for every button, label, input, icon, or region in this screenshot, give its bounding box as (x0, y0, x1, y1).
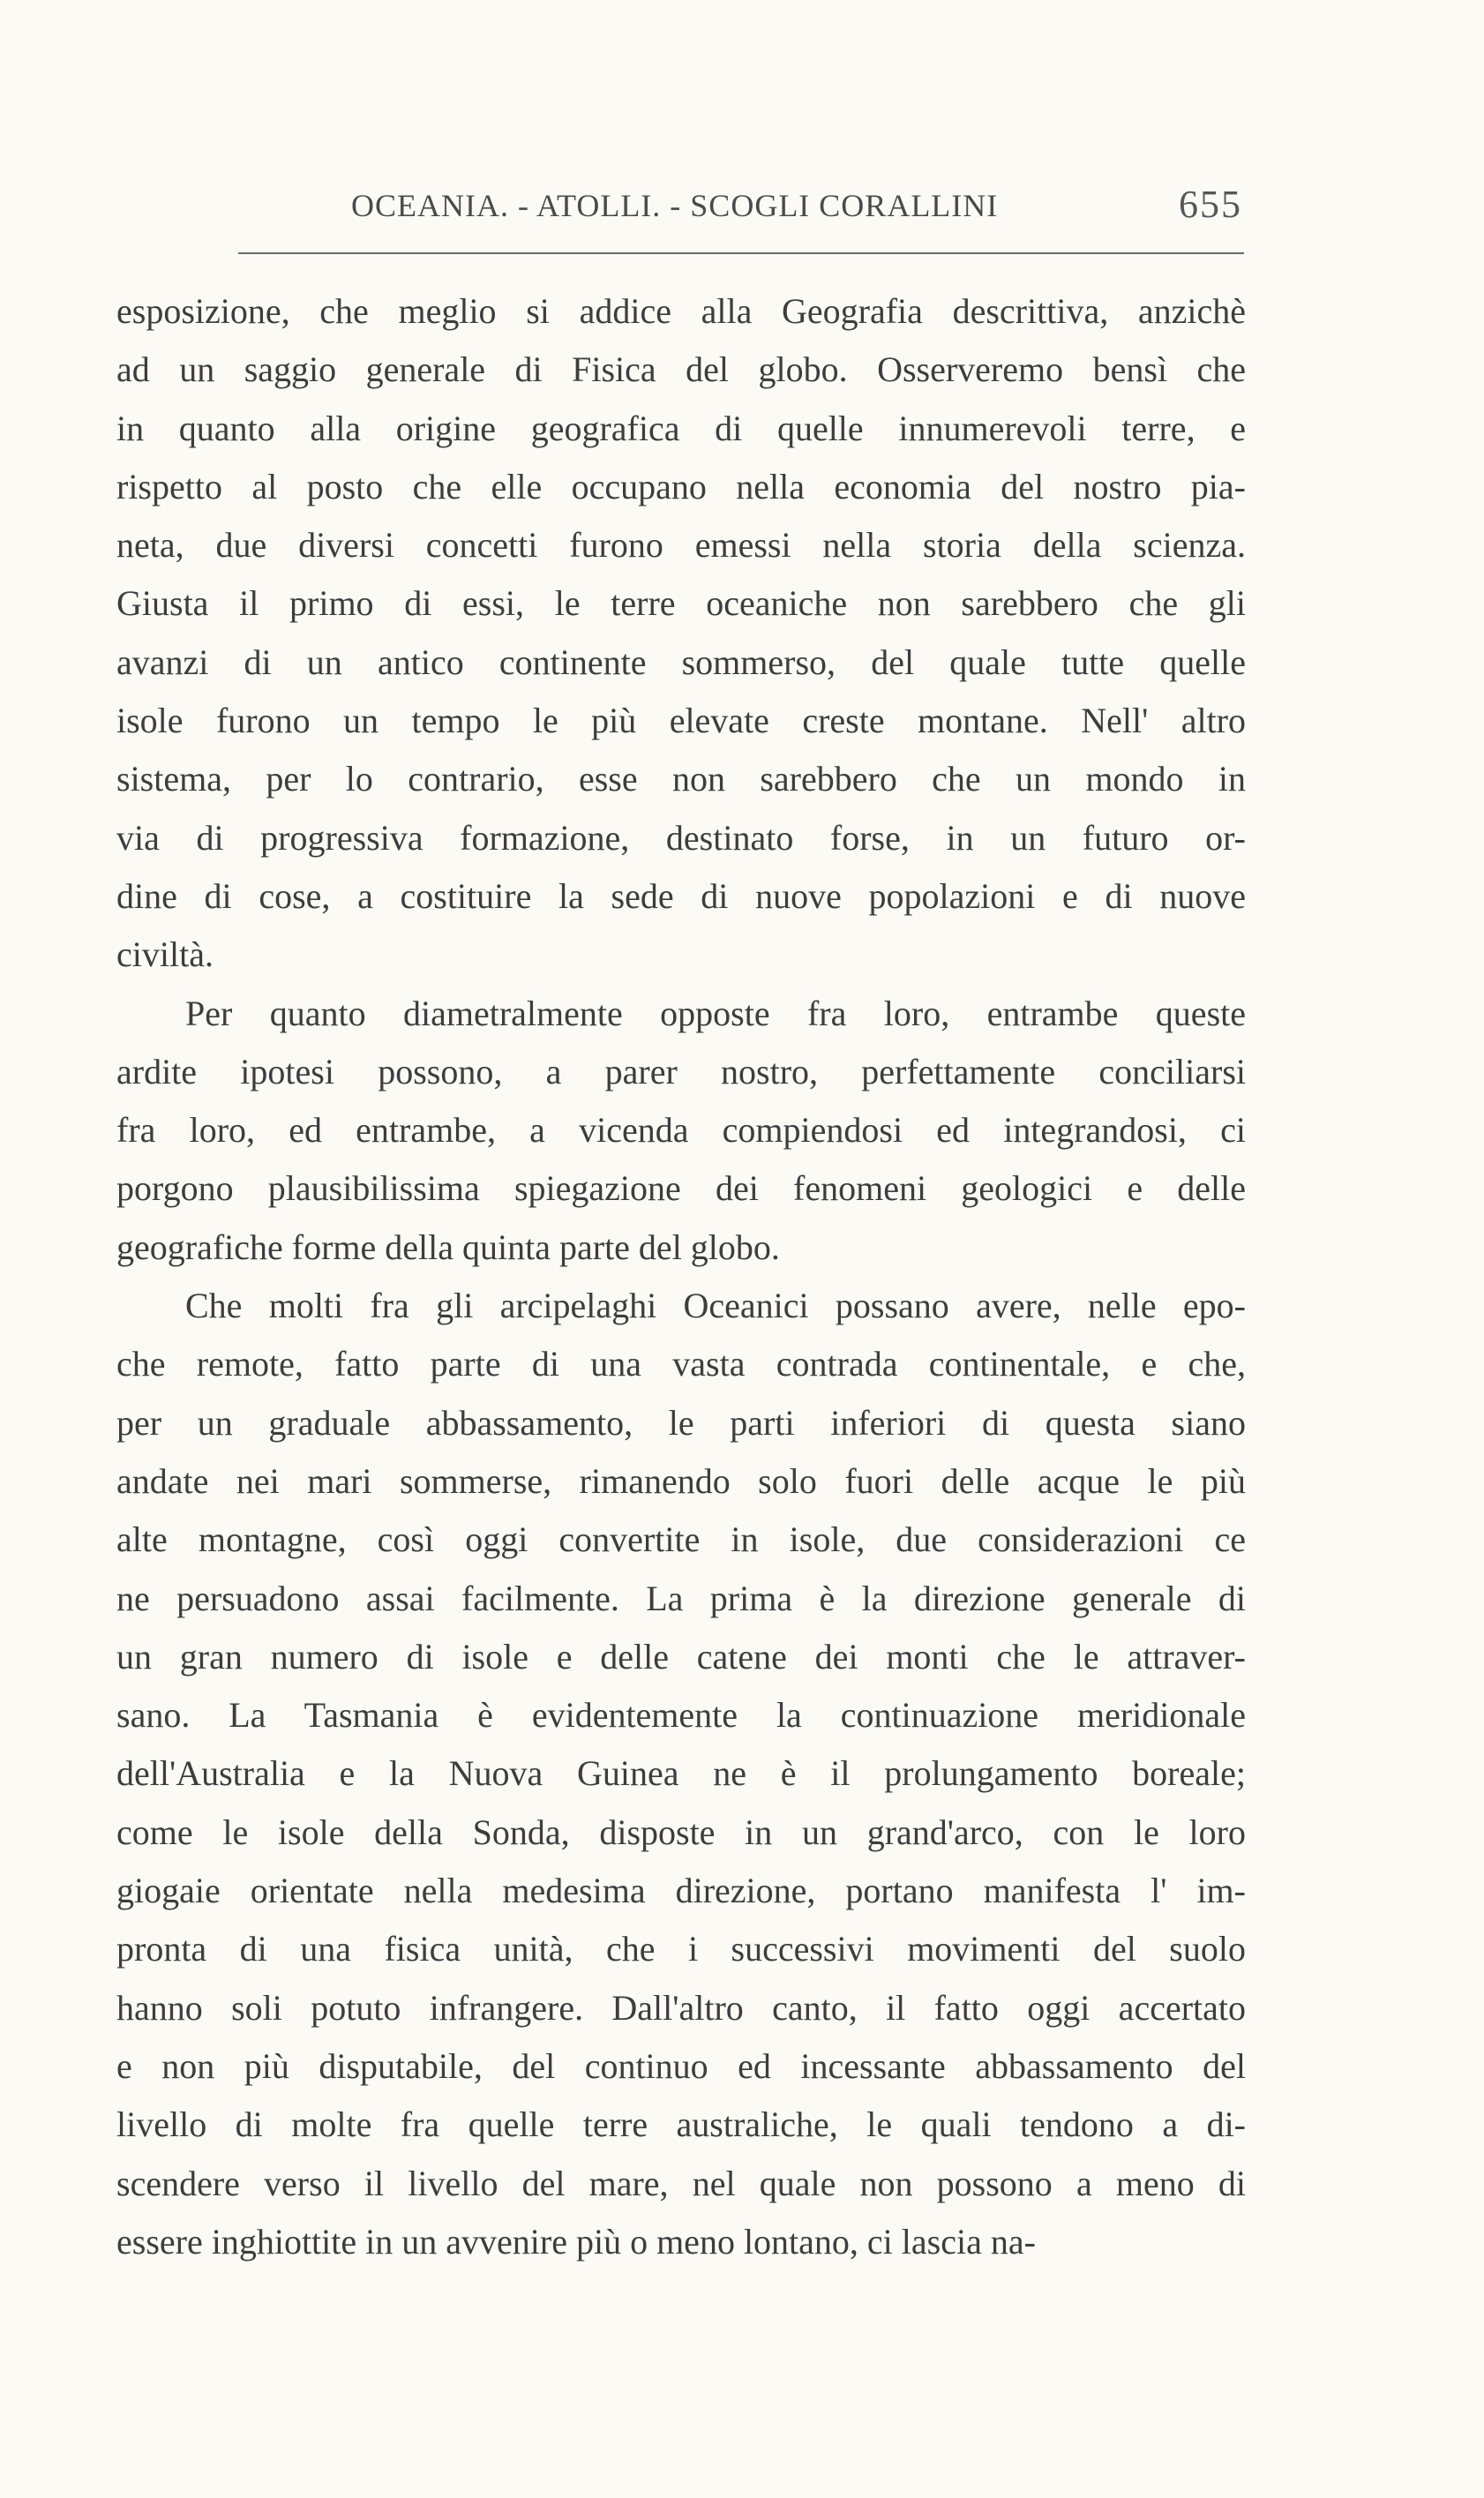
text-line: sano. La Tasmania è evidentemente la continuazione meridionale (116, 1695, 1246, 1736)
text-line: giogaie orientate nella medesima direzione, portano manifesta l' im- (116, 1871, 1246, 1911)
text-line: porgono plausibilissima spiegazione dei fenomeni geologici e delle (116, 1168, 1246, 1209)
text-line: via di progressiva formazione, destinato forse, in un futuro or- (116, 817, 1246, 858)
text-line: civiltà. (116, 934, 214, 975)
text-line: Per quanto diametralmente opposte fra loro, entrambe queste (185, 993, 1246, 1033)
body-text (116, 282, 1246, 2271)
paragraph (116, 985, 1246, 1277)
text-line: come le isole della Sonda, disposte in un grand'arco, con le loro (116, 1812, 1246, 1852)
text-line: per un graduale abbassamento, le parti inferiori di questa siano (116, 1402, 1246, 1443)
text-line: in quanto alla origine geografica di quelle innumerevoli terre, e (116, 408, 1246, 448)
text-line: andate nei mari sommerse, rimanendo solo fuori delle acque le più (116, 1460, 1246, 1501)
text-line: ardite ipotesi possono, a parer nostro, perfettamente conciliarsi (116, 1051, 1246, 1091)
header-rule (238, 252, 1244, 254)
text-line: livello di molte fra quelle terre australiche, le quali tendono a di- (116, 2104, 1246, 2145)
text-line: che remote, fatto parte di una vasta contrada continentale, e che, (116, 1344, 1246, 1384)
text-line: essere inghiottite in un avvenire più o meno lontano, ci lascia na- (116, 2221, 1036, 2262)
text-line: Giusta il primo di essi, le terre oceaniche non sarebbero che gli (116, 583, 1246, 624)
text-line: ad un saggio generale di Fisica del globo. Osserveremo bensì che (116, 349, 1246, 390)
text-line: ne persuadono assai facilmente. La prima è la direzione generale di (116, 1578, 1246, 1618)
text-line: esposizione, che meglio si addice alla Geografia descrittiva, anzichè (116, 291, 1246, 331)
text-line: isole furono un tempo le più elevate creste montane. Nell' altro (116, 701, 1246, 741)
text-line: un gran numero di isole e delle catene dei monti che le attraver- (116, 1636, 1246, 1677)
text-line: sistema, per lo contrario, esse non sarebbero che un mondo in (116, 759, 1246, 799)
text-line: dell'Australia e la Nuova Guinea ne è il prolungamento boreale; (116, 1753, 1246, 1794)
text-line: Che molti fra gli arcipelaghi Oceanici possano avere, nelle epo- (185, 1286, 1246, 1326)
text-line: geografiche forme della quinta parte del globo. (116, 1226, 780, 1267)
page-header (238, 176, 1242, 229)
paragraph (116, 1277, 1246, 2271)
text-line: scendere verso il livello del mare, nel quale non possono a meno di (116, 2163, 1246, 2203)
page-number: 655 (1179, 183, 1242, 226)
text-line: rispetto al posto che elle occupano nella economia del nostro pia- (116, 466, 1246, 506)
text-line: alte montagne, così oggi convertite in isole, due considerazioni ce (116, 1519, 1246, 1560)
text-line: avanzi di un antico continente sommerso, del quale tutte quelle (116, 641, 1246, 682)
text-line: hanno soli potuto infrangere. Dall'altro canto, il fatto oggi accertato (116, 1987, 1246, 2028)
text-line: fra loro, ed entrambe, a vicenda compiendosi ed integrandosi, ci (116, 1110, 1246, 1151)
running-title: OCEANIA. - ATOLLI. - SCOGLI CORALLINI (351, 188, 999, 223)
text-line: pronta di una fisica unità, che i successivi movimenti del suolo (116, 1929, 1246, 1969)
text-line: e non più disputabile, del continuo ed incessante abbassamento del (116, 2045, 1246, 2086)
text-line: dine di cose, a costituire la sede di nuove popolazioni e di nuove (116, 875, 1246, 916)
paragraph (116, 282, 1246, 985)
text-line: neta, due diversi concetti furono emessi nella storia della scienza. (116, 525, 1246, 566)
